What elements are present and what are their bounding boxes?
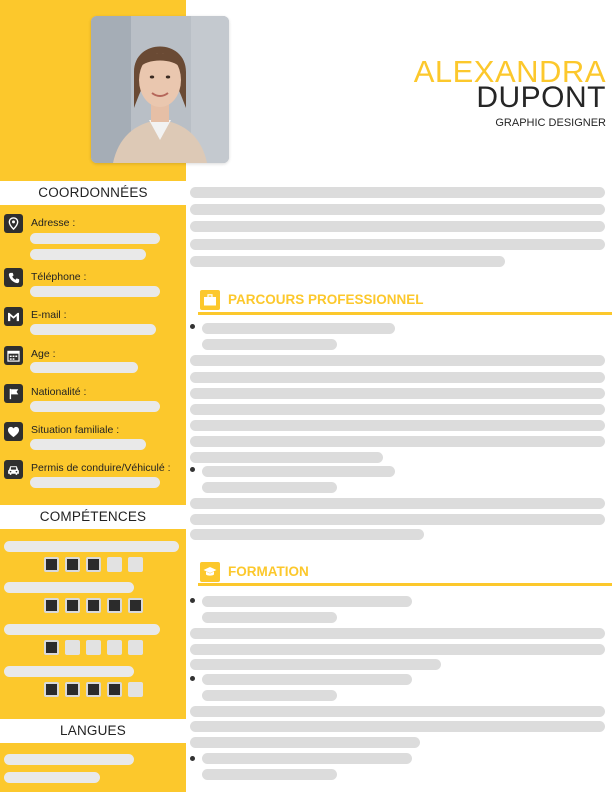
- experience-text-placeholder: [190, 355, 605, 366]
- experience-text-placeholder: [190, 404, 605, 415]
- education-title-placeholder: [202, 753, 412, 764]
- experience-text-placeholder: [190, 452, 383, 463]
- experience-text-placeholder: [190, 436, 605, 447]
- skill-level-filled: [107, 682, 122, 697]
- experience-heading: PARCOURS PROFESSIONNEL: [228, 292, 424, 307]
- contact-heading: COORDONNÉES: [0, 181, 186, 205]
- skill-level-filled: [86, 682, 101, 697]
- experience-bullet: [190, 324, 195, 329]
- driving-license-value-placeholder: [30, 477, 160, 488]
- contact-label-phone: Téléphone :: [31, 271, 87, 283]
- skill-level-filled: [107, 598, 122, 613]
- skill-name-placeholder: [4, 666, 134, 677]
- education-title-placeholder: [202, 674, 412, 685]
- calendar-icon: [4, 346, 23, 365]
- experience-text-placeholder: [190, 372, 605, 383]
- skill-level-empty: [86, 640, 101, 655]
- experience-bullet: [190, 467, 195, 472]
- experience-date-placeholder: [202, 339, 337, 350]
- education-divider: [198, 583, 612, 586]
- address-value-placeholder-2: [30, 249, 146, 260]
- skill-rating: [44, 557, 143, 572]
- profile-photo: [91, 16, 229, 163]
- skill-rating: [44, 682, 143, 697]
- skill-level-empty: [107, 640, 122, 655]
- email-value-placeholder: [30, 324, 156, 335]
- car-icon: [4, 460, 23, 479]
- briefcase-icon: [200, 290, 220, 310]
- skill-level-empty: [107, 557, 122, 572]
- profile-text-placeholder: [190, 204, 605, 215]
- experience-date-placeholder: [202, 482, 337, 493]
- education-date-placeholder: [202, 612, 337, 623]
- phone-value-placeholder: [30, 286, 160, 297]
- education-text-placeholder: [190, 737, 420, 748]
- experience-text-placeholder: [190, 498, 605, 509]
- contact-label-family-status: Situation familiale :: [31, 424, 120, 436]
- skill-level-filled: [65, 598, 80, 613]
- skill-level-filled: [44, 598, 59, 613]
- location-pin-icon: [4, 214, 23, 233]
- skill-level-filled: [65, 557, 80, 572]
- experience-title-placeholder: [202, 323, 395, 334]
- first-name: ALEXANDRA: [413, 54, 606, 89]
- contact-label-address: Adresse :: [31, 217, 76, 229]
- education-text-placeholder: [190, 721, 605, 732]
- skill-level-filled: [65, 682, 80, 697]
- skill-level-filled: [128, 598, 143, 613]
- skill-level-filled: [44, 557, 59, 572]
- education-bullet: [190, 756, 195, 761]
- skill-name-placeholder: [4, 582, 134, 593]
- contact-label-age: Age :: [31, 348, 56, 360]
- experience-text-placeholder: [190, 514, 605, 525]
- skill-level-empty: [128, 557, 143, 572]
- envelope-icon: [4, 307, 23, 326]
- skills-heading: COMPÉTENCES: [0, 505, 186, 529]
- experience-text-placeholder: [190, 420, 605, 431]
- skill-level-filled: [44, 682, 59, 697]
- skill-name-placeholder: [4, 624, 160, 635]
- phone-icon: [4, 268, 23, 287]
- education-text-placeholder: [190, 706, 605, 717]
- profile-text-placeholder: [190, 221, 605, 232]
- heart-icon: [4, 422, 23, 441]
- age-value-placeholder: [30, 362, 138, 373]
- skill-name-placeholder: [4, 541, 179, 552]
- address-value-placeholder: [30, 233, 160, 244]
- education-bullet: [190, 598, 195, 603]
- profile-text-placeholder: [190, 187, 605, 198]
- education-bullet: [190, 676, 195, 681]
- sidebar: [0, 0, 186, 792]
- languages-heading: LANGUES: [0, 719, 186, 743]
- contact-label-email: E-mail :: [31, 309, 67, 321]
- experience-title-placeholder: [202, 466, 395, 477]
- contact-label-nationality: Nationalité :: [31, 386, 87, 398]
- education-title-placeholder: [202, 596, 412, 607]
- skill-level-filled: [44, 640, 59, 655]
- nationality-value-placeholder: [30, 401, 160, 412]
- education-heading: FORMATION: [228, 564, 309, 579]
- language-placeholder: [4, 772, 100, 783]
- education-date-placeholder: [202, 690, 337, 701]
- education-text-placeholder: [190, 628, 605, 639]
- contact-label-driving-license: Permis de conduire/Véhiculé :: [31, 462, 171, 474]
- graduation-cap-icon: [200, 562, 220, 582]
- education-text-placeholder: [190, 644, 605, 655]
- flag-icon: [4, 384, 23, 403]
- family-status-value-placeholder: [30, 439, 146, 450]
- skill-level-empty: [128, 640, 143, 655]
- skill-rating: [44, 598, 143, 613]
- last-name: DUPONT: [476, 81, 606, 114]
- profile-text-placeholder: [190, 256, 505, 267]
- profile-text-placeholder: [190, 239, 605, 250]
- skill-level-empty: [128, 682, 143, 697]
- education-date-placeholder: [202, 769, 337, 780]
- skill-level-empty: [65, 640, 80, 655]
- language-placeholder: [4, 754, 134, 765]
- skill-level-filled: [86, 598, 101, 613]
- education-text-placeholder: [190, 659, 441, 670]
- job-title: GRAPHIC DESIGNER: [495, 117, 606, 129]
- experience-text-placeholder: [190, 529, 424, 540]
- experience-divider: [198, 312, 612, 315]
- experience-text-placeholder: [190, 388, 605, 399]
- skill-rating: [44, 640, 143, 655]
- skill-level-filled: [86, 557, 101, 572]
